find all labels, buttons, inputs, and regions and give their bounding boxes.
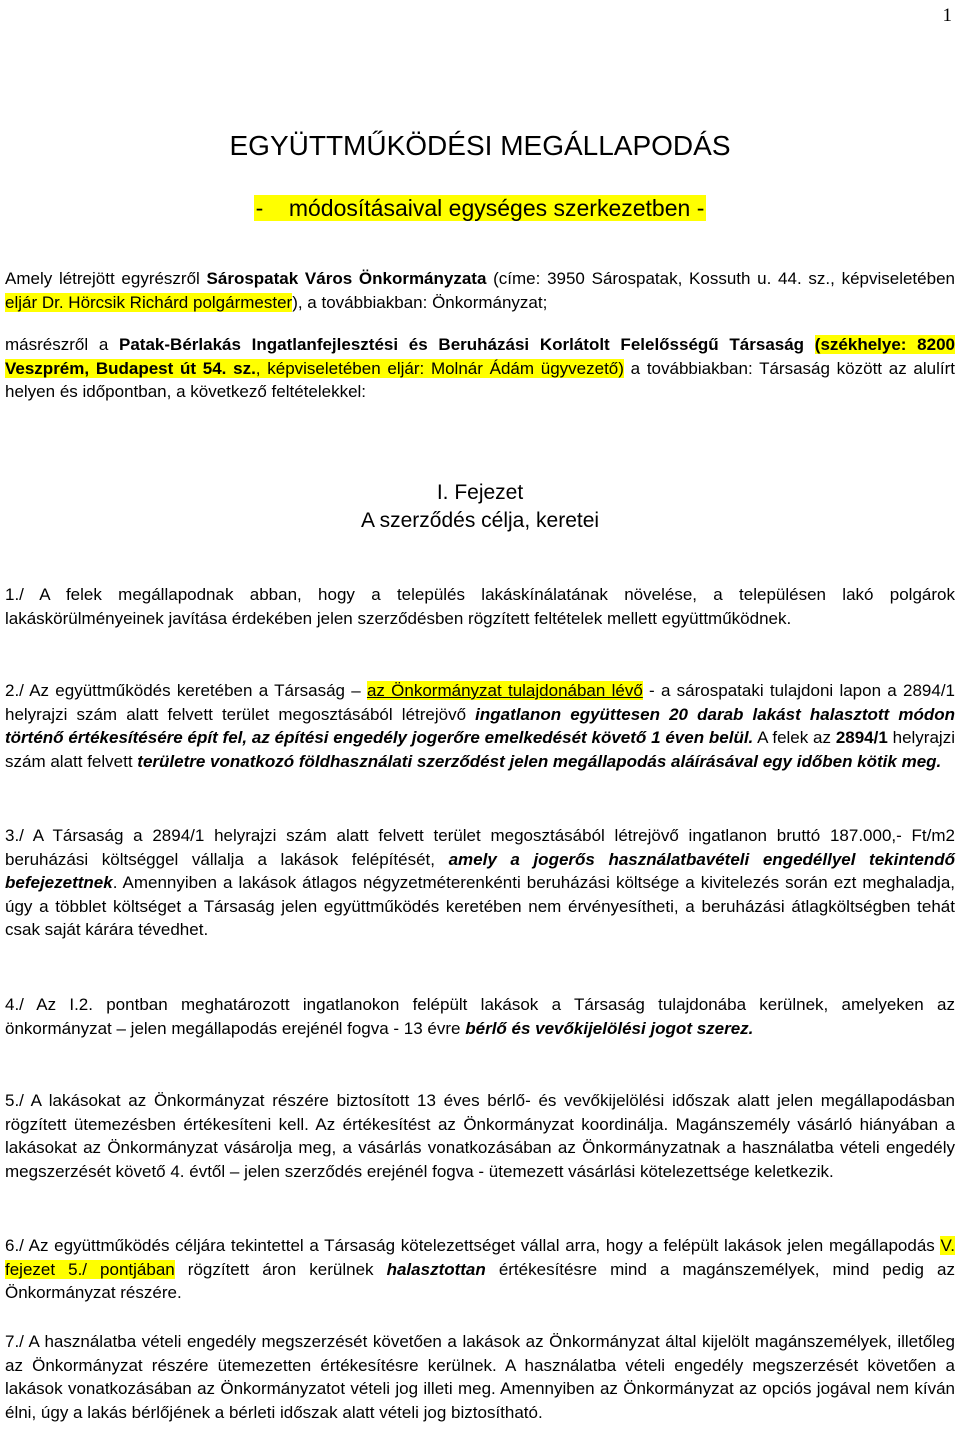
chapter-reference-highlight: V. fejezet 5./ pontjában	[5, 1236, 955, 1279]
party-name-municipality: Sárospatak Város Önkormányzata	[206, 269, 487, 288]
section-2-emphasis: ingatlanon együttesen 20 darab lakást halasztott módon történő értékesítésére épít fel, az építési engedély jogerőre emelkedését követő 1 éven belül.	[5, 704, 955, 748]
ownership-highlight: az Önkormányzat tulajdonában lévő	[366, 681, 643, 700]
section-4-emphasis: bérlő és vevőkijelölési jogot szerez.	[465, 1018, 754, 1038]
section-7: 7./ A használatba vételi engedély megszerzését követően a lakások az Önkormányzat által kijelölt magánszemélyek, illetőleg az Önkormányzat részére ütemezetten értékesítésre kerülnek. A használatba vételi engedély megszerzését követően a lakások vonatkozásában az Önkormányzatot vételi jog illeti meg. Amennyiben az Önkormányzat az opciós jogával nem kíván élni, úgy a lakás bérlőjének a bérleti időszak alatt vételi jog biztosítható.	[5, 1332, 955, 1422]
section-4: 4./ Az I.2. pontban meghatározott ingatlanokon felépült lakások a Társaság tulajdonába kerülnek, amelyeken az önkormányzat – jelen megállapodás erejénél fogva - 13 évre bérlő és vevőkijelölési jogot szerez.	[5, 995, 955, 1038]
document-subtitle: - módosításaival egységes szerkezetben -	[255, 195, 705, 221]
intro-paragraph-2: másrészről a Patak-Bérlakás Ingatlanfejlesztési és Beruházási Korlátolt Felelősségű Társaság (székhelye: 8200 Veszprém, Budapest út 54. sz., képviseletében eljár: Molnár Ádám ügyvezető) a továbbiakban: Társaság között az alulírt helyen és időpontban, a következő feltételekkel:	[5, 335, 955, 402]
subtitle-wrap	[0, 193, 960, 223]
chapter-title: A szerződés célja, keretei	[360, 509, 600, 532]
section-6: 6./ Az együttműködés céljára tekintettel a Társaság kötelezettséget vállal arra, hogy a felépült lakások jelen megállapodás V. fejezet 5./ pontjában rögzített áron kerülnek halasztottan értékesítésre mind a magánszemélyek, mind pedig az Önkormányzat részére.	[5, 1236, 955, 1303]
section-2: 2./ Az együttműködés keretében a Társaság – az Önkormányzat tulajdonában lévő - a sárospataki tulajdoni lapon a 2894/1 helyrajzi szám alatt felvett terület megosztásából létrejövő ingatlanon együttesen 20 darab lakást halasztott módon történő értékesítésére épít fel, az építési engedély jogerőre emelkedését követő 1 éven belül. A felek az 2894/1 helyrajzi szám alatt felvett területre vonatkozó földhasználati szerződést jelen megállapodás aláírásával egy időben kötik meg.	[5, 681, 956, 771]
intro-paragraph-1: Amely létrejött egyrészről Sárospatak Város Önkormányzata (címe: 3950 Sárospatak, Kossuth u. 44. sz., képviseletében eljár Dr. Hörcsik Richárd polgármester), a továbbiakban: Önkormányzat;	[5, 269, 955, 312]
company-seat-highlight: (székhelye: 8200 Veszprém, Budapest út 54. sz.	[5, 335, 955, 378]
section-3: 3./ A Társaság a 2894/1 helyrajzi szám alatt felvett terület megosztásából létrejövő ingatlanon bruttó 187.000,- Ft/m2 beruházási költséggel vállalja a lakások felépítését, amely a jogerős használatbavételi engedéllyel tekintendő befejezettnek. Amennyiben a lakások átlagos négyzetméterenkénti beruházási költsége a kivitelezés során ezt meghaladja, úgy a többlet költséget a Társaság jelen együttműködés keretében nem érvényesítheti, a beruházási átlagköltségben tehát csak saját kárára tévedhet.	[5, 826, 956, 940]
chapter-number: I. Fejezet	[436, 481, 524, 504]
party-name-company: Patak-Bérlakás Ingatlanfejlesztési és Beruházási Korlátolt Felelősségű Társaság	[119, 335, 805, 354]
section-3-emphasis: amely a jogerős használatbavételi engedéllyel tekintendő befejezettnek	[5, 849, 956, 893]
section-5: 5./ A lakásokat az Önkormányzat részére biztosított 13 éves bérlő- és vevőkijelölési időszak alatt jelen megállapodásban rögzített ütemezésben értékesíteni kell. Az értékesítést az Önkormányzat koordinálja. Magánszemély vásárló hiányában a lakásokat az Önkormányzat vásárolja meg, a vásárlás vonatkozásában az Önkormányzatnak a használatba vételi engedély megszerzését követő 4. évtől – jelen szerződés erejénél fogva - ütemezett vásárlási kötelezettsége keletkezik.	[5, 1091, 955, 1181]
representative-highlight: eljár Dr. Hörcsik Richárd polgármester	[5, 292, 293, 312]
company-representative-highlight: , képviseletében eljár: Molnár Ádám ügyvezető)	[255, 358, 624, 378]
chapter-heading	[0, 479, 960, 535]
page-number: 1	[942, 5, 952, 26]
section-1: 1./ A felek megállapodnak abban, hogy a település lakáskínálatának növelése, a településen lakó polgárok lakáskörülményeinek javítása érdekében jelen szerződésben rögzített feltételek mellett együttműködnek.	[5, 585, 955, 628]
document-title: EGYÜTTMŰKÖDÉSI MEGÁLLAPODÁS	[229, 130, 731, 161]
